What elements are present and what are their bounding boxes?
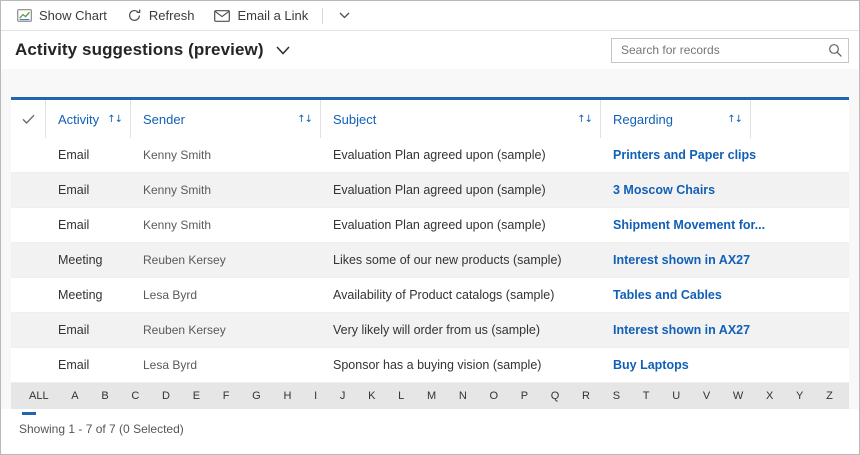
regarding-link[interactable]: 3 Moscow Chairs xyxy=(613,183,716,197)
regarding-link[interactable]: Printers and Paper clips xyxy=(613,148,757,162)
jump-bar-selected-indicator xyxy=(22,412,36,415)
refresh-label: Refresh xyxy=(148,8,195,23)
sort-icon[interactable]: ↑↓ xyxy=(107,113,122,125)
grid-header-row xyxy=(11,100,849,138)
sort-icon[interactable]: ↑↓ xyxy=(727,113,742,125)
activity-cell: Email xyxy=(58,218,90,232)
subject-cell: Sponsor has a buying vision (sample) xyxy=(333,358,542,372)
table-row[interactable] xyxy=(11,313,849,348)
jump-bar-letter[interactable]: ALL xyxy=(29,390,49,402)
jump-bar-letter[interactable]: D xyxy=(162,390,170,402)
subject-cell: Availability of Product catalogs (sample) xyxy=(333,288,555,302)
chevron-down-icon xyxy=(339,12,350,19)
grid-card xyxy=(11,97,849,383)
show-chart-button[interactable] xyxy=(7,2,117,30)
jump-bar-letter[interactable]: H xyxy=(283,390,292,402)
regarding-link[interactable]: Tables and Cables xyxy=(613,288,722,302)
chevron-down-icon xyxy=(276,46,290,55)
regarding-link[interactable]: Buy Laptops xyxy=(613,358,689,372)
alphabet-jump-bar xyxy=(11,383,849,409)
activity-cell: Email xyxy=(58,323,90,337)
email-a-link-button[interactable] xyxy=(204,2,318,30)
activity-cell: Email xyxy=(58,358,90,372)
activity-cell: Email xyxy=(58,183,90,197)
chart-icon xyxy=(17,9,32,22)
content-area xyxy=(1,69,859,454)
view-selector-button[interactable] xyxy=(276,46,290,55)
subject-cell: Evaluation Plan agreed upon (sample) xyxy=(333,218,546,232)
jump-bar-letter[interactable]: U xyxy=(672,390,681,402)
regarding-link[interactable]: Interest shown in AX27 xyxy=(613,323,751,337)
jump-bar-letter[interactable]: Y xyxy=(796,390,804,402)
jump-bar-letter[interactable]: I xyxy=(314,390,318,402)
regarding-cell xyxy=(601,216,765,234)
sender-cell: Reuben Kersey xyxy=(143,323,226,337)
email-a-link-label: Email a Link xyxy=(237,8,309,23)
jump-bar-letter[interactable]: T xyxy=(642,390,650,402)
refresh-button[interactable] xyxy=(117,2,205,30)
jump-bar-letter[interactable]: B xyxy=(101,390,109,402)
sender-cell: Reuben Kersey xyxy=(143,253,226,267)
command-bar xyxy=(1,1,859,31)
column-label: Sender xyxy=(143,111,185,127)
jump-bar-letter[interactable]: R xyxy=(582,390,590,402)
table-row[interactable] xyxy=(11,138,849,173)
subject-cell: Very likely will order from us (sample) xyxy=(333,323,540,337)
sender-cell: Kenny Smith xyxy=(143,183,212,197)
column-header-activity[interactable] xyxy=(46,100,131,138)
jump-bar-letter[interactable]: J xyxy=(339,390,346,402)
column-header-empty xyxy=(751,100,849,138)
jump-bar-letter[interactable]: F xyxy=(222,390,230,402)
sender-cell: Lesa Byrd xyxy=(143,358,198,372)
column-label: Regarding xyxy=(613,111,673,127)
table-row[interactable] xyxy=(11,278,849,313)
jump-bar-letter[interactable]: A xyxy=(71,390,79,402)
jump-bar-letter[interactable]: N xyxy=(458,390,467,402)
column-header-regarding[interactable] xyxy=(601,100,751,138)
jump-bar-letter[interactable]: E xyxy=(192,390,201,402)
activity-cell: Meeting xyxy=(58,288,103,302)
jump-bar-letter[interactable]: Q xyxy=(550,390,560,402)
jump-bar-letter[interactable]: K xyxy=(368,390,376,402)
jump-bar-letter[interactable]: C xyxy=(131,390,140,402)
show-chart-label: Show Chart xyxy=(39,8,107,23)
sort-icon[interactable]: ↑↓ xyxy=(297,113,312,125)
jump-bar-letter[interactable]: P xyxy=(520,390,529,402)
regarding-cell xyxy=(601,321,751,339)
subject-cell: Evaluation Plan agreed upon (sample) xyxy=(333,148,546,162)
jump-bar-letter[interactable]: Z xyxy=(826,390,833,402)
search-icon[interactable] xyxy=(822,43,848,58)
column-header-subject[interactable] xyxy=(321,100,601,138)
table-row[interactable] xyxy=(11,243,849,278)
view-header xyxy=(1,31,859,69)
jump-bar-letter[interactable]: G xyxy=(252,390,261,402)
sort-icon[interactable]: ↑↓ xyxy=(577,113,592,125)
command-bar-overflow-button[interactable] xyxy=(327,2,362,30)
jump-bar-letter[interactable]: O xyxy=(489,390,499,402)
record-search-box xyxy=(611,38,849,63)
record-count-text: Showing 1 - 7 of 7 (0 Selected) xyxy=(19,422,184,436)
jump-bar-letter[interactable]: S xyxy=(612,390,621,402)
sender-cell: Kenny Smith xyxy=(143,148,212,162)
table-row[interactable] xyxy=(11,208,849,243)
status-bar xyxy=(1,409,859,454)
sender-cell: Lesa Byrd xyxy=(143,288,198,302)
sender-cell: Kenny Smith xyxy=(143,218,212,232)
jump-bar-letter[interactable]: W xyxy=(732,390,744,402)
regarding-link[interactable]: Interest shown in AX27 xyxy=(613,253,751,267)
toolbar-divider xyxy=(322,8,323,24)
column-header-sender[interactable] xyxy=(131,100,321,138)
regarding-link[interactable]: Shipment Movement for... xyxy=(613,218,766,232)
checkmark-icon xyxy=(22,114,35,125)
refresh-icon xyxy=(127,8,142,23)
regarding-cell xyxy=(601,181,751,199)
email-icon xyxy=(214,10,230,22)
column-label: Activity xyxy=(58,111,100,127)
select-all-checkbox[interactable] xyxy=(11,100,46,138)
table-row[interactable] xyxy=(11,348,849,383)
regarding-cell xyxy=(601,356,751,374)
table-row[interactable] xyxy=(11,173,849,208)
column-label: Subject xyxy=(333,111,377,127)
activity-cell: Email xyxy=(58,148,90,162)
regarding-cell xyxy=(601,146,756,164)
subject-cell: Evaluation Plan agreed upon (sample) xyxy=(333,183,546,197)
content-spacer xyxy=(1,69,859,97)
jump-bar-letter[interactable]: V xyxy=(702,390,711,402)
activity-cell: Meeting xyxy=(58,253,103,267)
jump-bar-letter[interactable]: X xyxy=(765,390,774,402)
subject-cell: Likes some of our new products (sample) xyxy=(333,253,562,267)
jump-bar-letter[interactable]: M xyxy=(426,390,437,402)
jump-bar-letter[interactable]: L xyxy=(398,390,405,402)
search-input[interactable] xyxy=(612,43,822,57)
regarding-cell xyxy=(601,251,751,269)
page-title: Activity suggestions (preview) xyxy=(15,40,264,59)
regarding-cell xyxy=(601,286,751,304)
